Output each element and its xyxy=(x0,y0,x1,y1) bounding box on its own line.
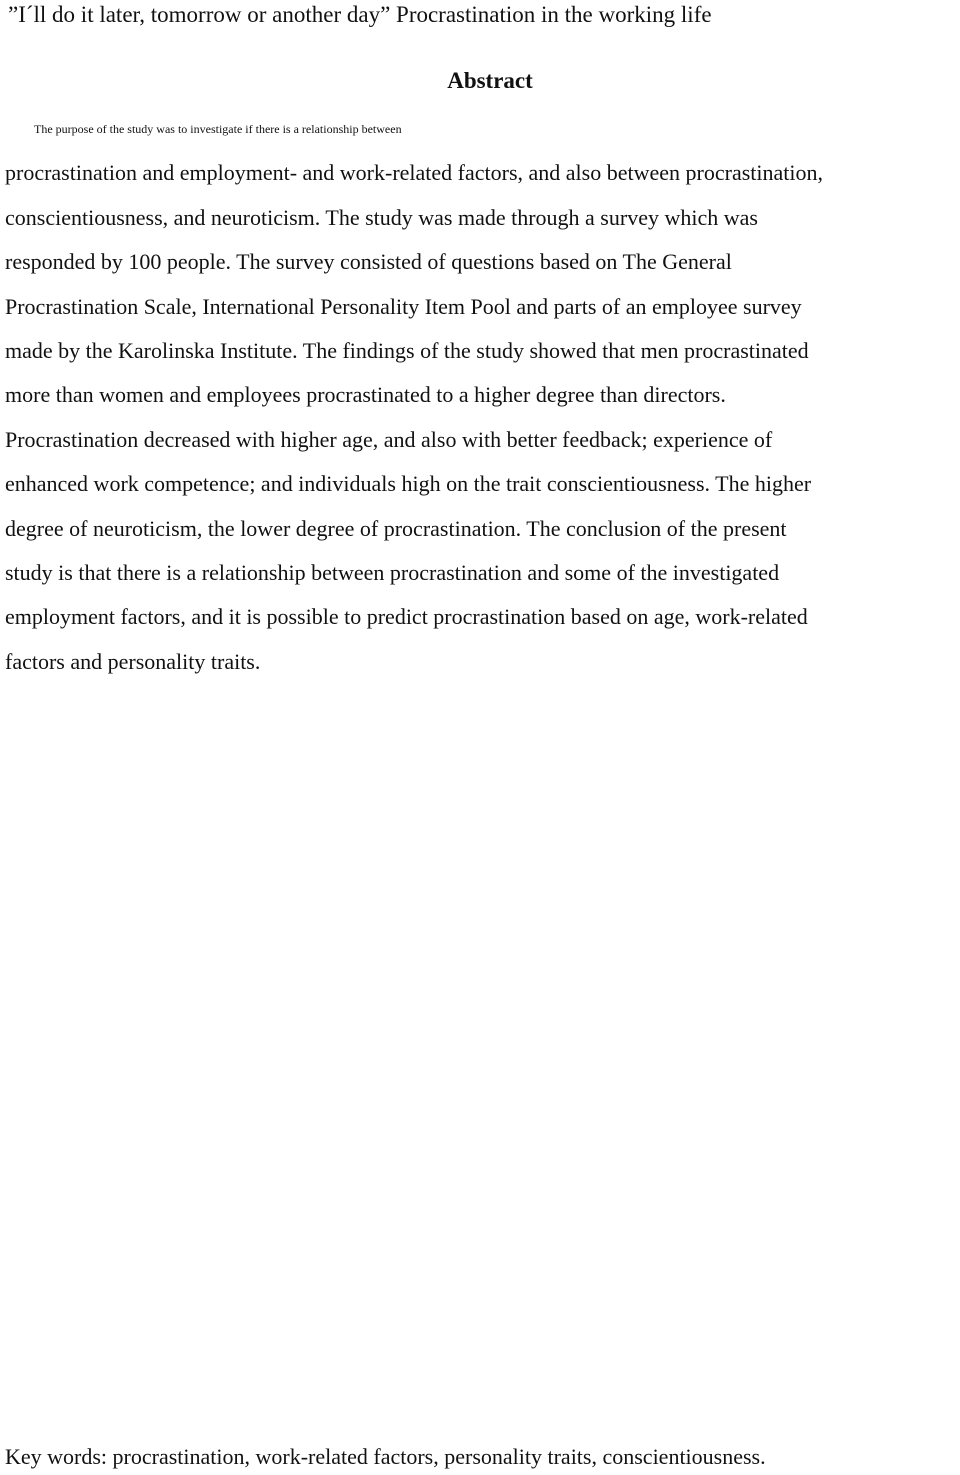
abstract-line: study is that there is a relationship between procrastination and some of the investigated xyxy=(5,560,780,586)
abstract-line: responded by 100 people. The survey consisted of questions based on The General xyxy=(5,249,732,275)
abstract-line: The purpose of the study was to investigate if there is a relationship between xyxy=(34,122,402,136)
abstract-line: Procrastination decreased with higher age, and also with better feedback; experience of xyxy=(5,426,773,452)
abstract-line: employment factors, and it is possible to predict procrastination based on age, work-related xyxy=(5,604,808,630)
abstract-line: made by the Karolinska Institute. The findings of the study showed that men procrastinated xyxy=(5,338,809,364)
abstract-line: enhanced work competence; and individuals high on the trait conscientiousness. The higher xyxy=(5,471,812,497)
abstract-line: factors and personality traits. xyxy=(5,648,261,674)
abstract-line: Procrastination Scale, International Personality Item Pool and parts of an employee survey xyxy=(5,293,802,319)
abstract-line: degree of neuroticism, the lower degree of procrastination. The conclusion of the present xyxy=(5,515,787,541)
abstract-body xyxy=(5,107,955,684)
abstract-line: conscientiousness, and neuroticism. The study was made through a survey which was xyxy=(5,204,758,230)
page-title: ”I´ll do it later, tomorrow or another day” Procrastination in the working life xyxy=(8,2,712,27)
abstract-heading: Abstract xyxy=(447,68,533,93)
abstract-line: more than women and employees procrastinated to a higher degree than directors. xyxy=(5,382,726,408)
keywords-line: Key words: procrastination, work-related factors, personality traits, conscientiousness. xyxy=(5,1444,766,1469)
abstract-line: procrastination and employment- and work-related factors, and also between procrastination, xyxy=(5,160,823,186)
